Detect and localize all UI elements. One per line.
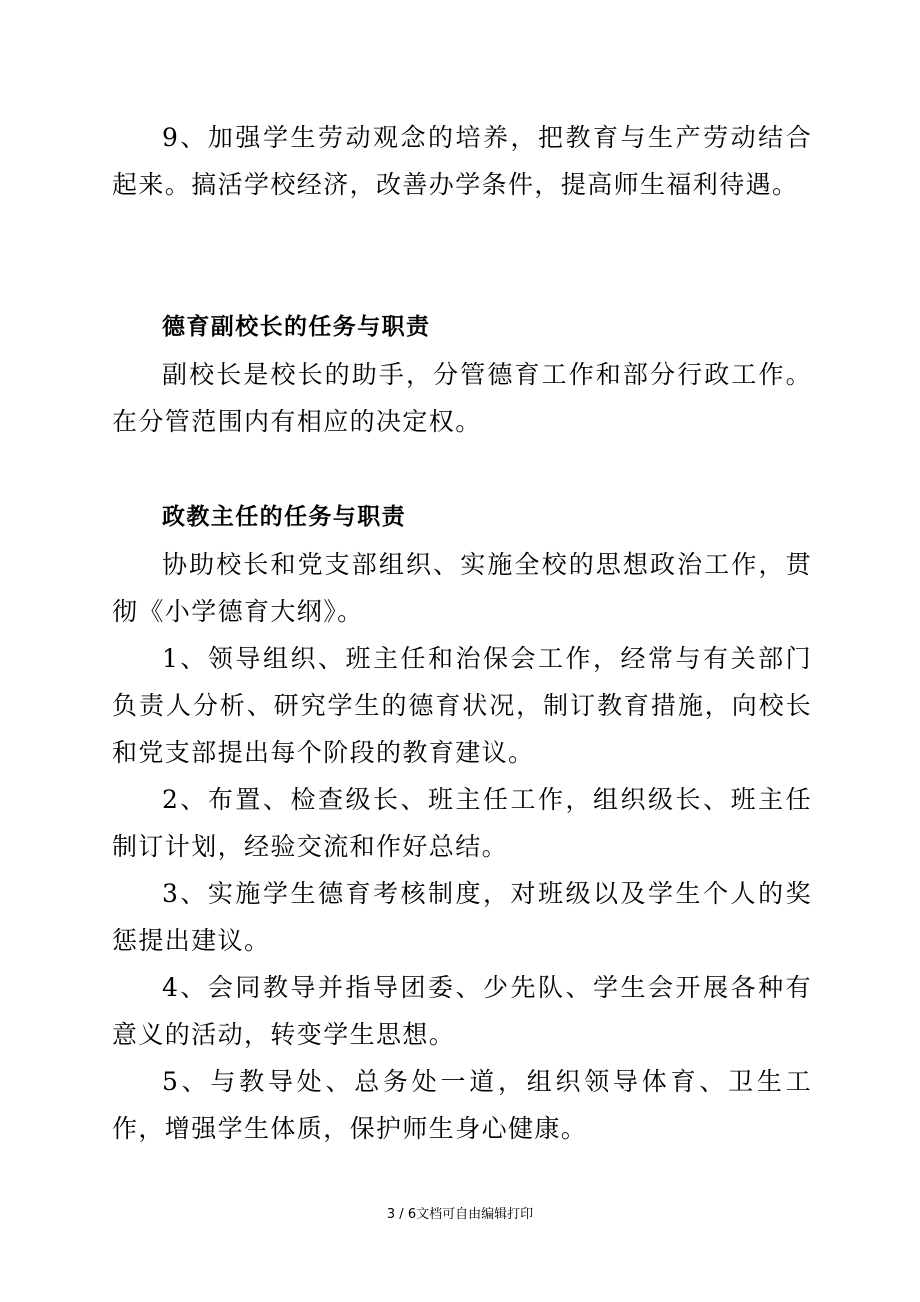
paragraph-intro: 协助校长和党支部组织、实施全校的思想政治工作，贯彻《小学德育大纲》。 (112, 550, 812, 626)
paragraph-item-2: 2、布置、检查级长、班主任工作，组织级长、班主任制订计划，经验交流和作好总结。 (112, 785, 812, 861)
section-spacer (112, 445, 812, 494)
page-footer: 3 / 6文档可自由编辑打印 (386, 1207, 534, 1222)
section-spacer (112, 208, 812, 304)
paragraph-item-4: 4、会同教导并指导团委、少先队、学生会开展各种有意义的活动，转变学生思想。 (112, 973, 812, 1049)
paragraph-item-1: 1、领导组织、班主任和治保会工作，经常与有关部门负责人分析、研究学生的德育状况，制订教育措施，向校长和党支部提出每个阶段的教育建议。 (112, 644, 812, 767)
section-heading-political-director: 政教主任的任务与职责 (162, 504, 406, 530)
section-heading-vice-principal: 德育副校长的任务与职责 (162, 314, 431, 340)
paragraph-item-3: 3、实施学生德育考核制度，对班级以及学生个人的奖惩提出建议。 (112, 879, 812, 955)
paragraph-item-5: 5、与教导处、总务处一道，组织领导体育、卫生工作，增强学生体质，保护师生身心健康。 (112, 1067, 812, 1143)
paragraph-vice-principal-duty: 副校长是校长的助手，分管德育工作和部分行政工作。在分管范围内有相应的决定权。 (112, 360, 812, 436)
paragraph-item-9: 9、加强学生劳动观念的培养，把教育与生产劳动结合起来。搞活学校经济，改善办学条件，提高师生福利待遇。 (112, 123, 812, 199)
document-body (112, 114, 812, 1152)
